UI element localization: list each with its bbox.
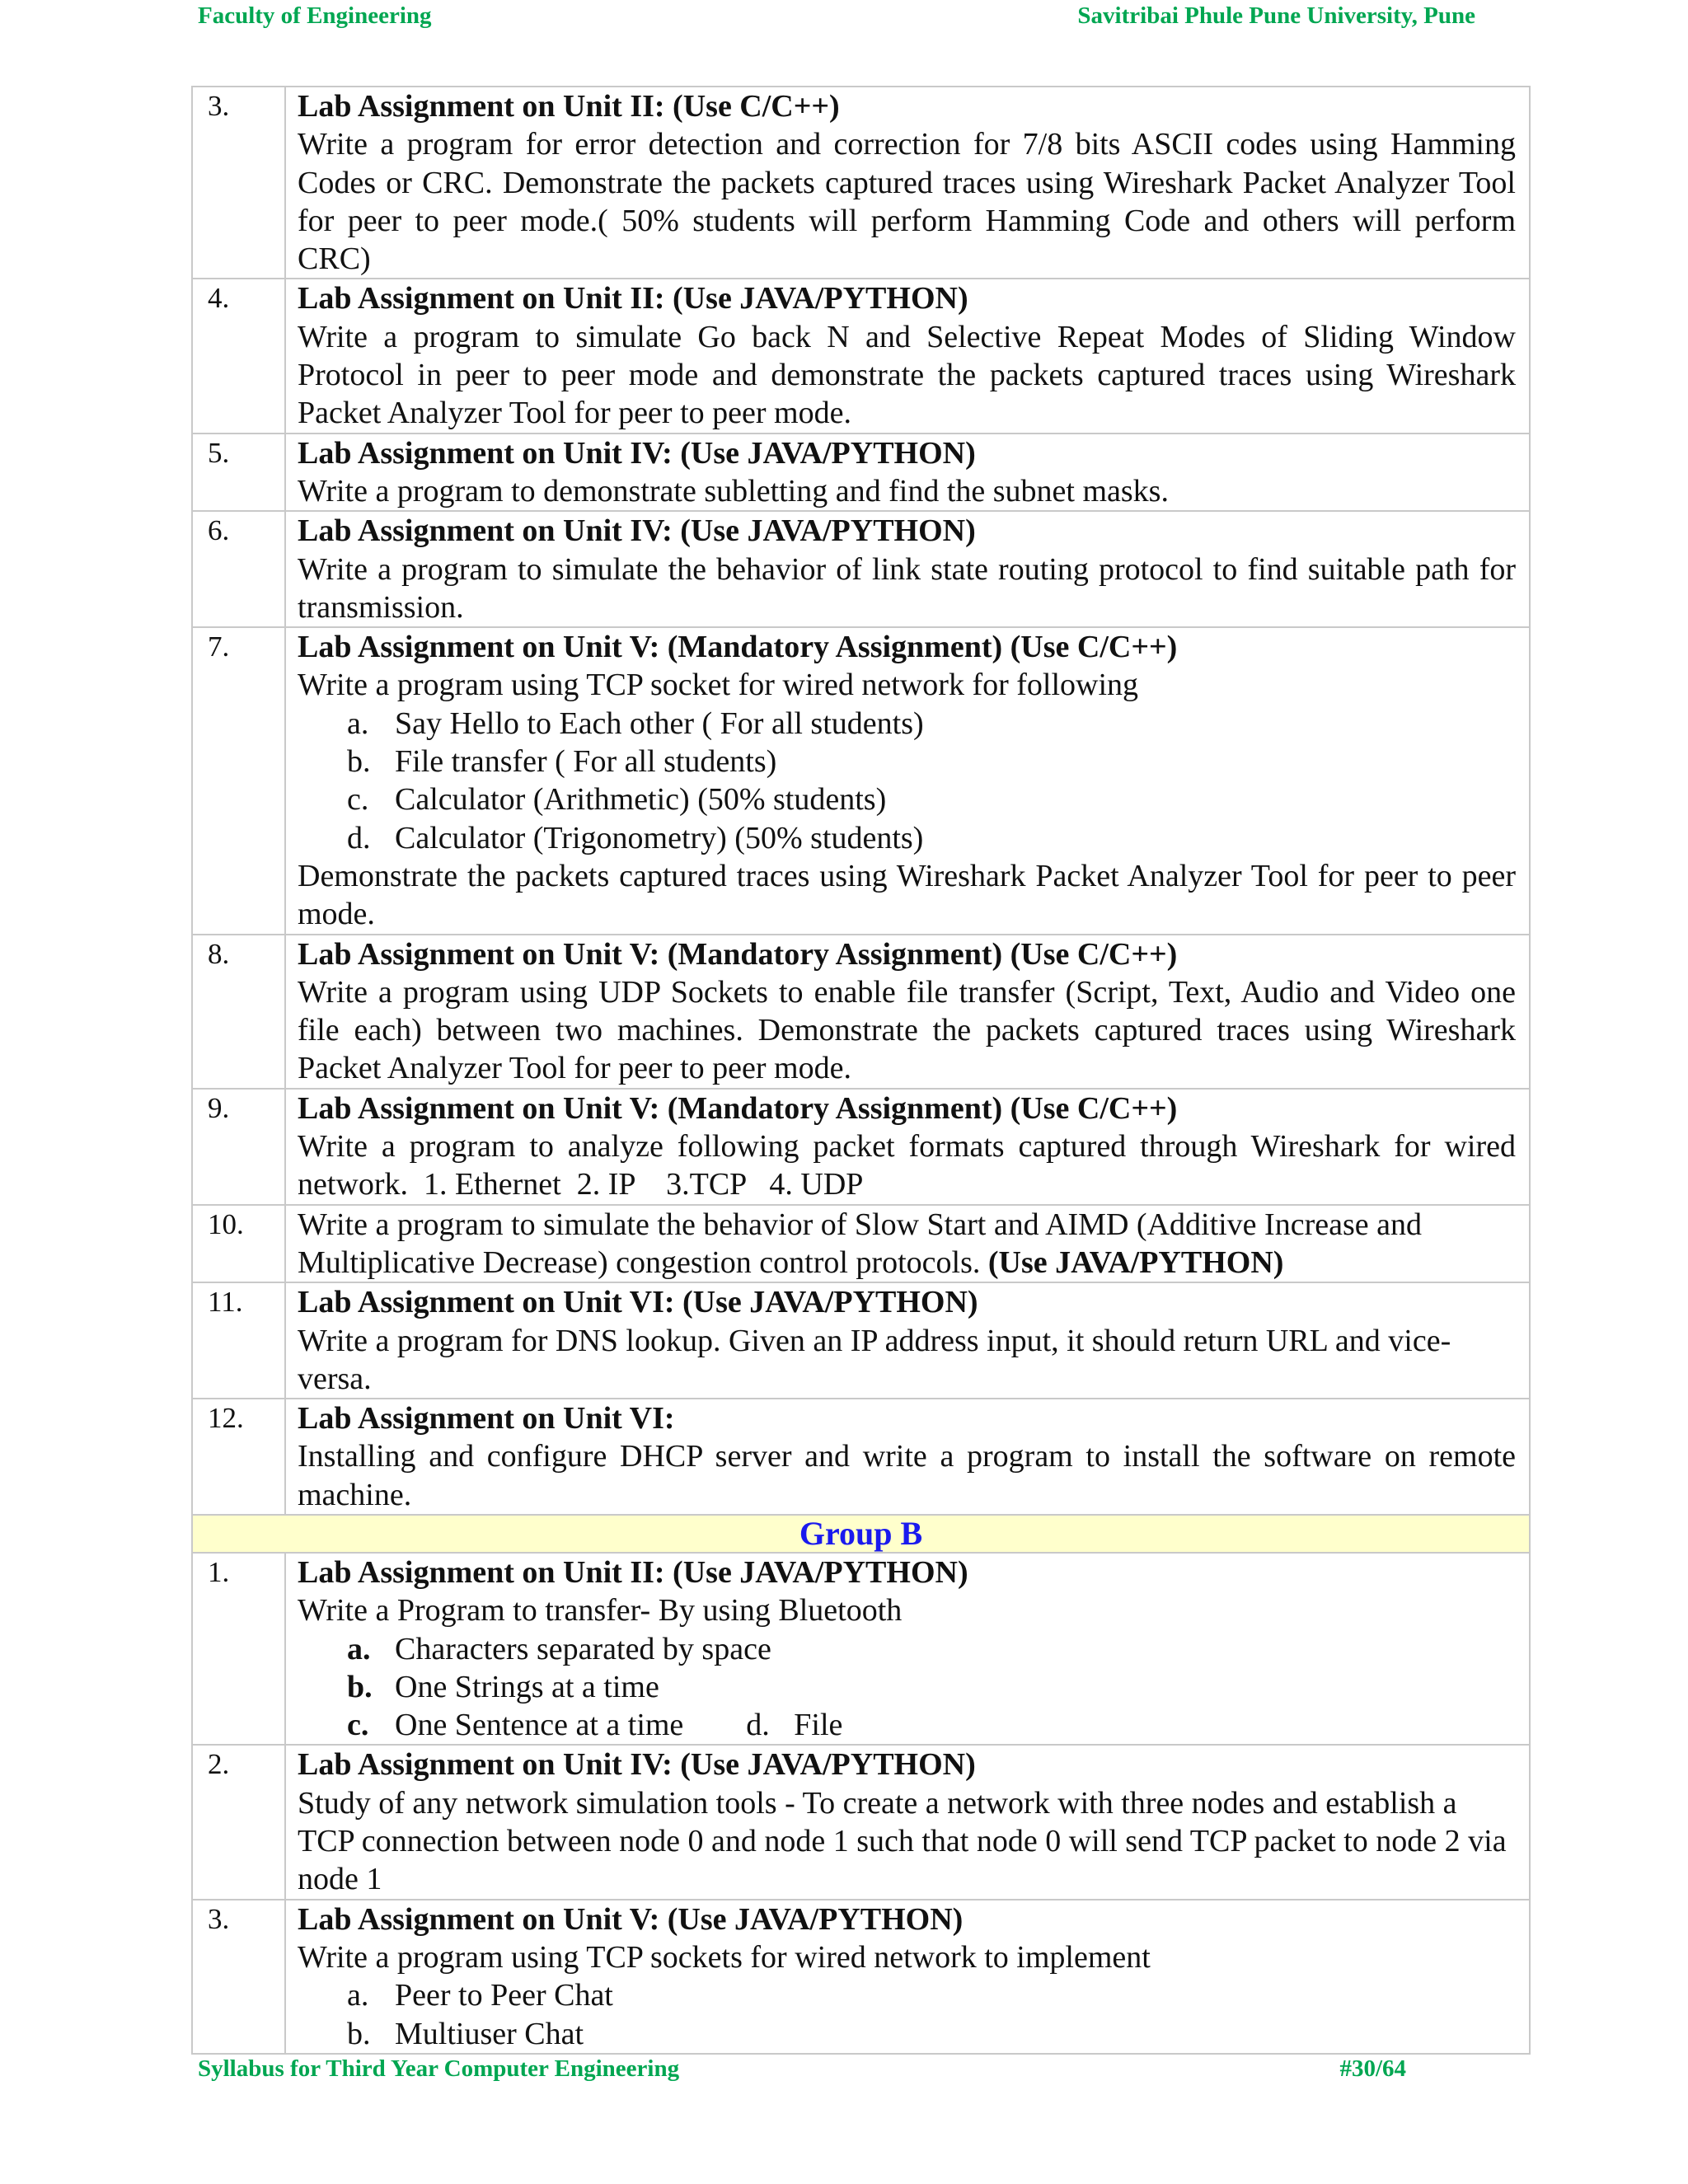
list-item-text: File transfer ( For all students)	[395, 744, 777, 780]
assignment-title: Lab Assignment on Unit II: (Use JAVA/PYTHON)	[298, 281, 968, 316]
row-content	[285, 1205, 1530, 1283]
list-item	[298, 1668, 1516, 1706]
list-item	[298, 743, 1516, 780]
row-content	[285, 627, 1530, 934]
list-item-text: One Sentence at a time	[395, 1708, 684, 1743]
assignment-title: Lab Assignment on Unit IV: (Use JAVA/PYTHON)	[298, 435, 976, 471]
table-row	[192, 1900, 1530, 2054]
assignment-description: Write a program using TCP sockets for wired network to implement	[298, 1939, 1151, 1975]
list-item	[298, 1630, 1516, 1668]
row-number: 9.	[192, 1089, 285, 1205]
assignment-description: Write a program to simulate Go back N and Selective Repeat Modes of Sliding Window Protocol in peer to peer mode and demonstrate the packets captured traces using Wireshark Packet Analyzer Tool for peer to peer mode.	[298, 319, 1516, 431]
row-number: 5.	[192, 434, 285, 512]
row-number: 10.	[192, 1205, 285, 1283]
row-content	[285, 279, 1530, 433]
table-row	[192, 935, 1530, 1089]
assignment-title: Lab Assignment on Unit II: (Use JAVA/PYTHON)	[298, 1554, 968, 1590]
list-item-text: Say Hello to Each other ( For all students)	[395, 705, 924, 741]
table-row	[192, 87, 1530, 279]
table-row	[192, 1553, 1530, 1745]
assignment-description: Write a program to simulate the behavior of Slow Start and AIMD (Additive Increase and Multiplicative Decrease) congestion control protocols.	[298, 1207, 1422, 1280]
assignment-title: Lab Assignment on Unit VI:	[298, 1401, 675, 1436]
list-item-text: Peer to Peer Chat	[395, 1978, 613, 2013]
list-item-label: b.	[347, 2016, 371, 2051]
header-university: Savitribai Phule Pune University, Pune	[1077, 2, 1475, 29]
assignment-description: Write a Program to transfer- By using Bluetooth	[298, 1593, 903, 1629]
assignment-title: Lab Assignment on Unit II: (Use C/C++)	[298, 89, 840, 124]
row-number: 3.	[192, 1900, 285, 2054]
row-content	[285, 1745, 1530, 1899]
list-item-label: a.	[347, 1631, 371, 1666]
table-row	[192, 279, 1530, 433]
table-row	[192, 511, 1530, 627]
row-number: 11.	[192, 1282, 285, 1399]
list-item-text: Characters separated by space	[395, 1631, 771, 1666]
list-item-label: b.	[347, 744, 371, 780]
list-item-label: b.	[347, 1669, 373, 1704]
row-content	[285, 511, 1530, 627]
table-row	[192, 1399, 1530, 1515]
assignment-description: Study of any network simulation tools - To create a network with three nodes and establish a TCP connection between node 0 and node 1 such that node 0 will send TCP packet to node 2 via node 1	[298, 1785, 1507, 1897]
page-footer	[0, 2052, 1688, 2093]
row-number: 8.	[192, 935, 285, 1089]
assignment-title: Lab Assignment on Unit VI: (Use JAVA/PYTHON)	[298, 1285, 978, 1320]
list-item	[298, 1976, 1516, 2014]
table-row	[192, 627, 1530, 934]
table-row	[192, 1205, 1530, 1283]
list-item	[298, 780, 1516, 818]
row-number: 2.	[192, 1745, 285, 1899]
list-item	[298, 2015, 1516, 2053]
assignment-description: Write a program for DNS lookup. Given an IP address input, it should return URL and vice-versa.	[298, 1323, 1451, 1396]
row-content	[285, 87, 1530, 279]
footer-syllabus: Syllabus for Third Year Computer Engineering	[198, 2055, 680, 2082]
assignment-note: Demonstrate the packets captured traces using Wireshark Packet Analyzer Tool for peer to peer mode.	[298, 858, 1516, 932]
table-row	[192, 1745, 1530, 1899]
footer-page-number: #30/64	[1339, 2055, 1406, 2082]
assignment-title: Lab Assignment on Unit V: (Mandatory Assignment) (Use C/C++)	[298, 1090, 1178, 1126]
assignment-description: Write a program to analyze following packet formats captured through Wireshark for wired network. 1. Ethernet 2. IP 3.TCP 4. UDP	[298, 1129, 1524, 1202]
list-item-label: c.	[347, 1708, 369, 1743]
row-number: 4.	[192, 279, 285, 433]
assignment-description: Write a program to demonstrate subletting and find the subnet masks.	[298, 473, 1169, 509]
group-title: Group B	[192, 1515, 1530, 1553]
assignment-description: Write a program using UDP Sockets to enable file transfer (Script, Text, Audio and Video one file each) between two machines. Demonstrate the packets captured traces using Wireshark Packet Analyzer Tool for peer to peer mode.	[298, 974, 1516, 1086]
list-item-label: c.	[347, 782, 369, 818]
list-item-text: Calculator (Arithmetic) (50% students)	[395, 782, 887, 818]
header-faculty: Faculty of Engineering	[198, 2, 432, 29]
list-item-text: File	[794, 1708, 843, 1743]
row-number: 7.	[192, 627, 285, 934]
assignment-title: Lab Assignment on Unit IV: (Use JAVA/PYTHON)	[298, 1747, 976, 1783]
table-row	[192, 1282, 1530, 1399]
assignment-table	[191, 86, 1531, 2055]
list-item	[298, 1706, 1516, 1744]
row-content	[285, 1282, 1530, 1399]
row-content	[285, 1553, 1530, 1745]
list-item-text: One Strings at a time	[395, 1669, 659, 1704]
row-content	[285, 1399, 1530, 1515]
row-content	[285, 1900, 1530, 2054]
list-item	[298, 705, 1516, 743]
table-row	[192, 434, 1530, 512]
list-item-label: d.	[746, 1708, 770, 1743]
assignment-description: Write a program to simulate the behavior of link state routing protocol to find suitable path for transmission.	[298, 551, 1516, 625]
list-item	[298, 819, 1516, 857]
row-number: 3.	[192, 87, 285, 279]
group-header-row	[192, 1515, 1530, 1553]
list-item-label: a.	[347, 705, 369, 741]
assignment-description: Write a program using TCP socket for wired network for following	[298, 668, 1139, 703]
row-number: 12.	[192, 1399, 285, 1515]
row-content	[285, 434, 1530, 512]
page-header	[0, 0, 1688, 41]
list-item-label: d.	[347, 820, 371, 855]
row-number: 6.	[192, 511, 285, 627]
assignment-title: Lab Assignment on Unit V: (Mandatory Assignment) (Use C/C++)	[298, 936, 1178, 972]
list-item-text: Calculator (Trigonometry) (50% students)	[395, 820, 924, 855]
assignment-language: (Use JAVA/PYTHON)	[987, 1244, 1284, 1280]
row-content	[285, 935, 1530, 1089]
assignment-title: Lab Assignment on Unit V: (Mandatory Assignment) (Use C/C++)	[298, 630, 1178, 665]
row-content	[285, 1089, 1530, 1205]
assignment-title: Lab Assignment on Unit IV: (Use JAVA/PYTHON)	[298, 513, 976, 549]
row-number: 1.	[192, 1553, 285, 1745]
table-row	[192, 1089, 1530, 1205]
list-item-text: Multiuser Chat	[395, 2016, 584, 2051]
assignment-description: Write a program for error detection and correction for 7/8 bits ASCII codes using Hamming Codes or CRC. Demonstrate the packets captured traces using Wireshark Packet Analyzer Tool for peer to peer mode.( 50% students will perform Hamming Code and others will perform CRC)	[298, 127, 1516, 277]
list-item-label: a.	[347, 1978, 369, 2013]
assignment-description: Installing and configure DHCP server and write a program to install the software on remote machine.	[298, 1439, 1516, 1512]
assignment-title: Lab Assignment on Unit V: (Use JAVA/PYTHON)	[298, 1901, 964, 1937]
